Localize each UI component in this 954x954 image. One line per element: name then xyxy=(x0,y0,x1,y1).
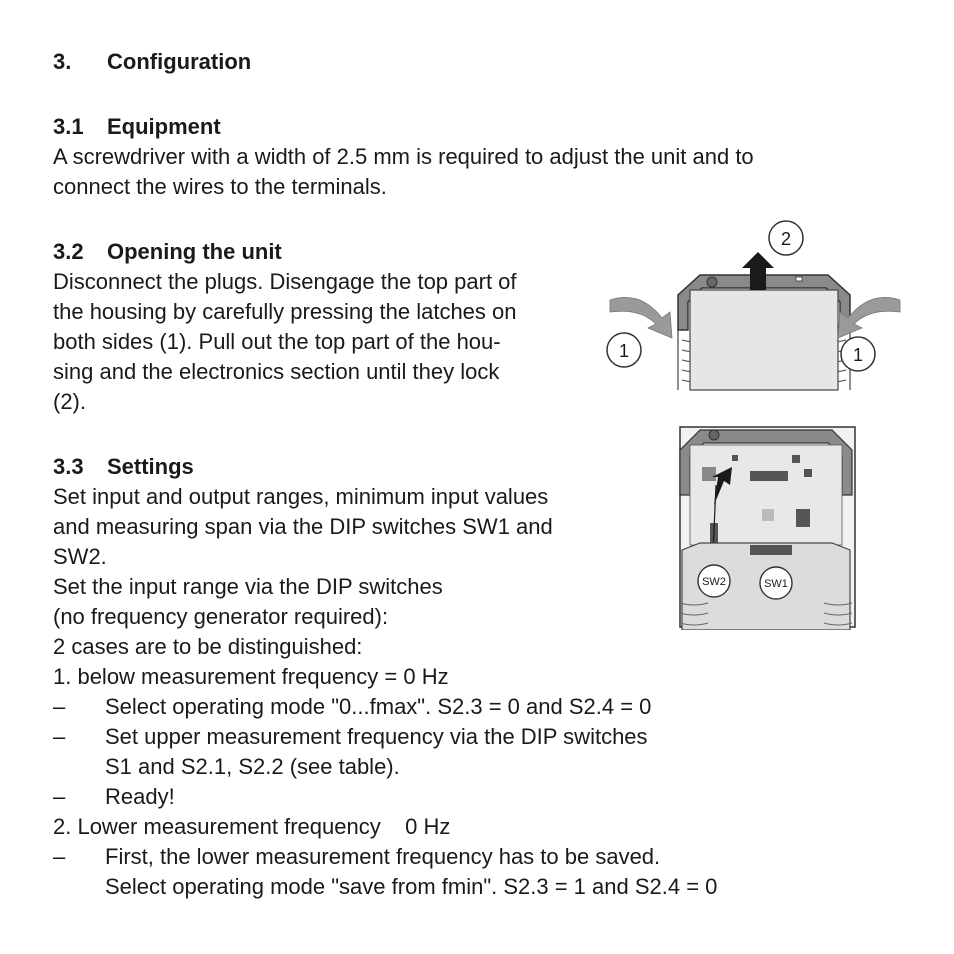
list-item-continuation: S1 and S2.1, S2.2 (see table). xyxy=(105,754,400,779)
list-dash: – xyxy=(53,724,66,749)
paragraph-line: A screwdriver with a width of 2.5 mm is required to adjust the unit and to xyxy=(53,144,754,169)
subsection-title: Opening the unit xyxy=(107,239,282,264)
section-title: Configuration xyxy=(107,49,252,74)
callout-2: 2 xyxy=(780,229,792,249)
dip-switch-figure xyxy=(672,425,862,630)
list-dash: – xyxy=(53,694,66,719)
paragraph-line: the housing by carefully pressing the latches on xyxy=(53,299,517,324)
list-item-continuation: Select operating mode "save from fmin". S2.3 = 1 and S2.4 = 0 xyxy=(105,874,718,899)
callout-1-right: 1 xyxy=(852,345,864,365)
subsection-number: 3.3 xyxy=(53,454,84,479)
subsection-number: 3.2 xyxy=(53,239,84,264)
subsection-heading-settings xyxy=(53,452,194,482)
list-dash: – xyxy=(53,784,66,809)
paragraph-line: connect the wires to the terminals. xyxy=(53,174,387,199)
list-item: – First, the lower measurement frequency has to be saved. xyxy=(53,842,660,872)
subsection-title: Settings xyxy=(107,454,194,479)
paragraph-line: (no frequency generator required): xyxy=(53,604,389,629)
paragraph-line: Set input and output ranges, minimum input values xyxy=(53,484,549,509)
paragraph-line: (2). xyxy=(53,389,86,414)
paragraph-line: both sides (1). Pull out the top part of the hou- xyxy=(53,329,501,354)
paragraph-line: Set the input range via the DIP switches xyxy=(53,574,443,599)
electronics-section xyxy=(690,290,838,390)
case-2-heading: 2. Lower measurement frequency 0 Hz xyxy=(53,814,451,839)
list-dash: – xyxy=(53,844,66,869)
dip-switch-row xyxy=(750,545,792,555)
list-item: – Set upper measurement frequency via the DIP switches xyxy=(53,722,648,752)
callout-1-left: 1 xyxy=(618,341,630,361)
subsection-title: Equipment xyxy=(107,114,221,139)
press-left-arrow-icon xyxy=(610,297,672,338)
list-item: – Ready! xyxy=(53,782,175,812)
list-item: – Select operating mode "0...fmax". S2.3 = 0 and S2.4 = 0 xyxy=(53,692,651,722)
subsection-heading-opening xyxy=(53,237,282,267)
screw-icon xyxy=(709,430,719,440)
subsection-number: 3.1 xyxy=(53,114,84,139)
sw2-label: SW2 xyxy=(702,576,726,588)
case-1-heading: 1. below measurement frequency = 0 Hz xyxy=(53,664,449,689)
subsection-heading-equipment xyxy=(53,112,221,142)
section-heading xyxy=(53,47,251,77)
opening-unit-figure xyxy=(600,220,910,395)
section-number: 3. xyxy=(53,49,72,74)
sw1-label: SW1 xyxy=(764,578,788,590)
paragraph-line: 2 cases are to be distinguished: xyxy=(53,634,363,659)
paragraph-line: SW2. xyxy=(53,544,107,569)
paragraph-line: Disconnect the plugs. Disengage the top part of xyxy=(53,269,517,294)
paragraph-line: and measuring span via the DIP switches SW1 and xyxy=(53,514,553,539)
screw-icon xyxy=(707,277,717,287)
paragraph-line: sing and the electronics section until they lock xyxy=(53,359,500,384)
